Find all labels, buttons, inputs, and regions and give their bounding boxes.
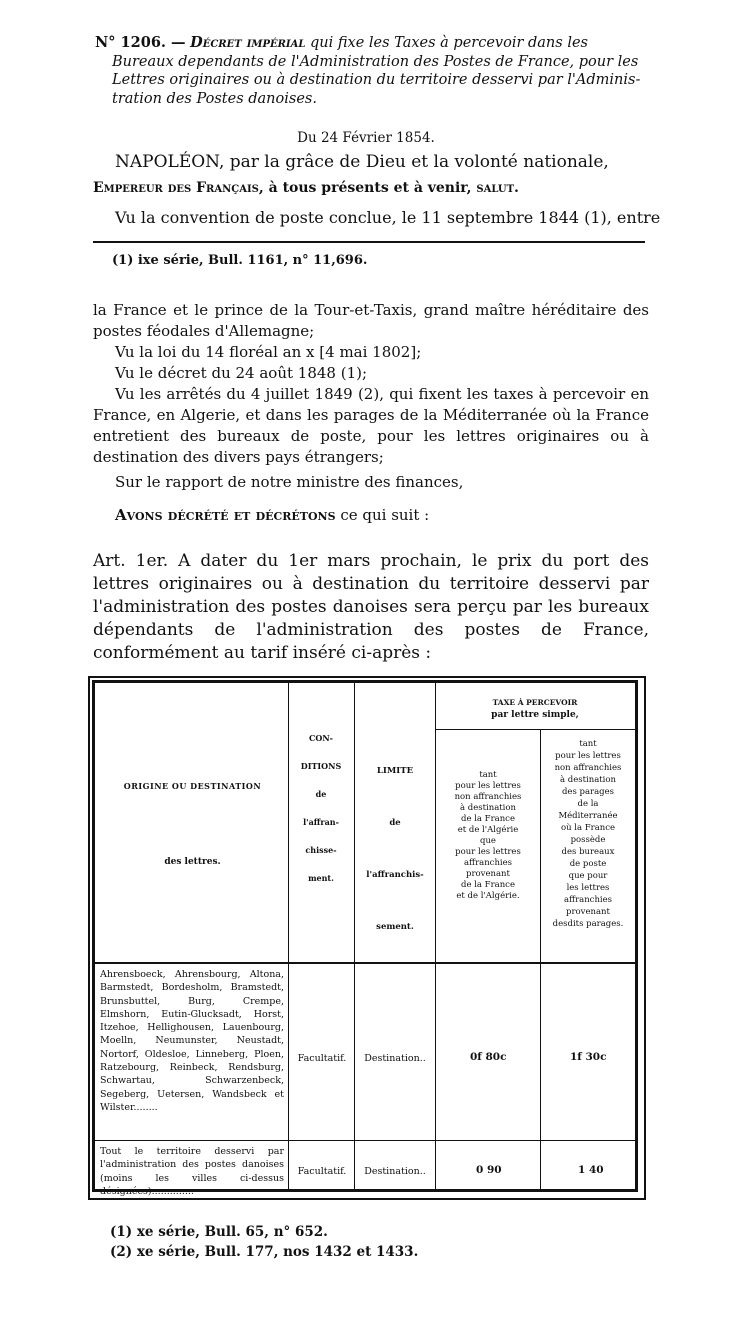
header-bottom-rule xyxy=(95,962,635,964)
table-row-condition: Facultatif. xyxy=(297,1166,347,1177)
article-paragraph xyxy=(93,550,649,665)
taxe-header-rule xyxy=(436,729,635,730)
tax-france-header-line: et de l'Algérie xyxy=(457,825,519,835)
column-divider xyxy=(288,683,289,1189)
emperor-rest: à tous présents et à venir, xyxy=(268,180,472,196)
footnote-line: (2) xe série, Bull. 177, nos 1432 et 1433. xyxy=(110,1244,419,1260)
decree-number: N° 1206. — xyxy=(95,34,186,51)
tax-france-header-line: que xyxy=(480,836,496,846)
conditions-header-line: DITIONS xyxy=(300,761,342,771)
conditions-header-line: de xyxy=(315,789,327,799)
article-label: Art. 1er. xyxy=(93,551,169,571)
body-paragraph: Vu le décret du 24 août 1848 (1); xyxy=(115,364,368,382)
tax-med-header-line: à destination xyxy=(559,775,616,785)
decree-label: Décret impérial xyxy=(190,34,306,51)
emperor-title: Empereur des Français, xyxy=(93,180,264,196)
tax-med-header-line: possède xyxy=(570,835,606,845)
tax-med-header-line: tant xyxy=(579,739,597,749)
table-row-origin: Ahrensboeck, Ahrensbourg, Altona, Barmstedt, Bordesholm, Bramstedt, Brunsbuttel, Burg, Crempe, Elmshorn, Eutin-Glucksadt, Horst, Itzehoe, Hellighousen, Lauenbourg, Moelln, Neumunster, Neustadt, Nortorf, Oldesloe, Linneberg, Ploen, Ratzebourg, Reinbeck, Rendsburg, Schwartau, Schwarzenbeck, Segeberg, Uetersen, Wandsbeck et Wilster........ xyxy=(100,969,284,1113)
column-divider xyxy=(435,683,436,1189)
table-row-limit: Destination.. xyxy=(364,1053,426,1064)
avons-decrete: Avons décrété et décrétons xyxy=(115,506,336,524)
tax-med-header-line: de poste xyxy=(569,859,607,869)
vu-convention: Vu la convention de poste conclue, le 11 septembre 1844 (1), entre xyxy=(115,208,661,227)
body-paragraph: Vu les arrêtés du 4 juillet 1849 (2), qui fixent les taxes à percevoir en France, en Algerie, et dans les parages de la Méditerranée où la France entretient des bureaux de poste, pour les lettres originaires ou à destination des divers pays étrangers; xyxy=(93,385,649,466)
tax-med-header-line: des bureaux xyxy=(561,847,615,857)
conditions-header-line: CON- xyxy=(309,733,333,743)
conditions-header xyxy=(290,724,352,892)
taxe-subheader: par lettre simple, xyxy=(491,710,579,720)
column-divider xyxy=(354,683,355,1189)
row-divider xyxy=(95,1140,635,1141)
decree-title-line: tration des Postes danoises. xyxy=(112,90,317,107)
taxe-header: TAXE À PERCEVOIR xyxy=(492,698,578,707)
conditions-header-line: ment. xyxy=(308,873,334,883)
tax-med-header-line: les lettres xyxy=(566,883,610,893)
tax-france-header-line: de la France xyxy=(461,814,515,824)
decree-title-line: Bureaux dependants de l'Administration des Postes de France, pour les xyxy=(112,53,639,70)
origin-header-bottom: des lettres. xyxy=(164,857,221,867)
article-1 xyxy=(93,550,649,665)
limit-header-line: de xyxy=(389,818,401,828)
avons-rest: ce qui suit : xyxy=(340,506,430,524)
tax-france-header-line: provenant xyxy=(466,869,510,879)
tax-france-header-line: et de l'Algérie. xyxy=(456,891,520,901)
tax-med-header-line: non affranchies xyxy=(554,763,622,773)
decree-header xyxy=(95,34,655,108)
tax-med-header-line: affranchies xyxy=(563,895,613,905)
conditions-header-line: l'affran- xyxy=(303,817,339,827)
table-row-condition: Facultatif. xyxy=(297,1053,347,1064)
body-paragraph: Sur le rapport de notre ministre des finances, xyxy=(115,473,464,491)
tax-med-header-line: provenant xyxy=(566,907,610,917)
table-row-tax-med: 1f 30c xyxy=(570,1051,607,1063)
salut: salut. xyxy=(476,180,519,196)
article-text: A dater du 1er mars prochain, le prix du port des lettres originaires ou à destination du territoire desservi par l'administration des postes danoises sera perçu par les bureaux dépendants de l'administration des postes de France, conformément au tarif inséré ci-après : xyxy=(93,551,649,663)
footnotes-bottom xyxy=(110,1222,418,1262)
decree-title-line: Lettres originaires ou à destination du territoire desservi par l'Adminis- xyxy=(112,72,641,88)
conditions-header-line: chisse- xyxy=(305,845,337,855)
tax-france-header-line: pour les lettres xyxy=(455,781,521,791)
tax-med-header-line: où la France xyxy=(560,823,616,833)
tax-med-header-line: des parages xyxy=(561,787,614,797)
limit-header xyxy=(356,745,434,953)
body-paragraph: Vu la loi du 14 floréal an x [4 mai 1802]; xyxy=(115,343,422,361)
tax-med-header xyxy=(541,738,635,930)
limit-header-line: sement. xyxy=(376,922,414,932)
decree-date: Du 24 Février 1854. xyxy=(297,130,435,146)
tax-med-header-line: pour les lettres xyxy=(555,751,621,761)
footnote-divider xyxy=(93,241,645,243)
tax-med-header-line: que pour xyxy=(568,871,608,881)
footnote-top: (1) ixe série, Bull. 1161, n° 11,696. xyxy=(112,253,368,268)
tax-med-header-line: desdits parages. xyxy=(552,919,624,929)
body-paragraph: la France et le prince de la Tour-et-Taxis, grand maître héréditaire des postes féodales d'Allemagne; xyxy=(93,301,649,340)
tax-france-header-line: de la France xyxy=(461,880,515,890)
tax-france-header-line: pour les lettres xyxy=(455,847,521,857)
table-row-origin: Tout le territoire desservi par l'administration des postes danoises (moins les villes ci-dessus désignées).............. xyxy=(100,1146,284,1197)
table-row-tax-med: 1 40 xyxy=(578,1164,604,1176)
preamble-napoleon: NAPOLÉON, par la grâce de Dieu et la volonté nationale, xyxy=(115,152,609,172)
tax-france-header-line: à destination xyxy=(459,803,516,813)
limit-header-line: LIMITE xyxy=(376,766,414,776)
tax-france-header-line: affranchies xyxy=(463,858,513,868)
tax-med-header-line: de la xyxy=(577,799,599,809)
body-paragraph xyxy=(93,505,649,526)
tax-france-header-line: non affranchies xyxy=(454,792,522,802)
decree-title-line: qui fixe les Taxes à percevoir dans les xyxy=(309,35,588,51)
table-row-tax-france: 0f 80c xyxy=(470,1051,507,1063)
tax-france-header-line: tant xyxy=(479,770,497,780)
decree-body xyxy=(93,300,649,526)
tax-med-header-line: Méditerranée xyxy=(558,811,618,821)
preamble-emperor xyxy=(93,180,519,196)
origin-header-top: ORIGINE OU DESTINATION xyxy=(123,781,262,791)
table-row-limit: Destination.. xyxy=(364,1166,426,1177)
limit-header-line: l'affranchis- xyxy=(366,870,424,880)
table-row-tax-france: 0 90 xyxy=(476,1164,502,1176)
footnote-line: (1) xe série, Bull. 65, n° 652. xyxy=(110,1224,328,1240)
tax-france-header xyxy=(437,770,539,902)
